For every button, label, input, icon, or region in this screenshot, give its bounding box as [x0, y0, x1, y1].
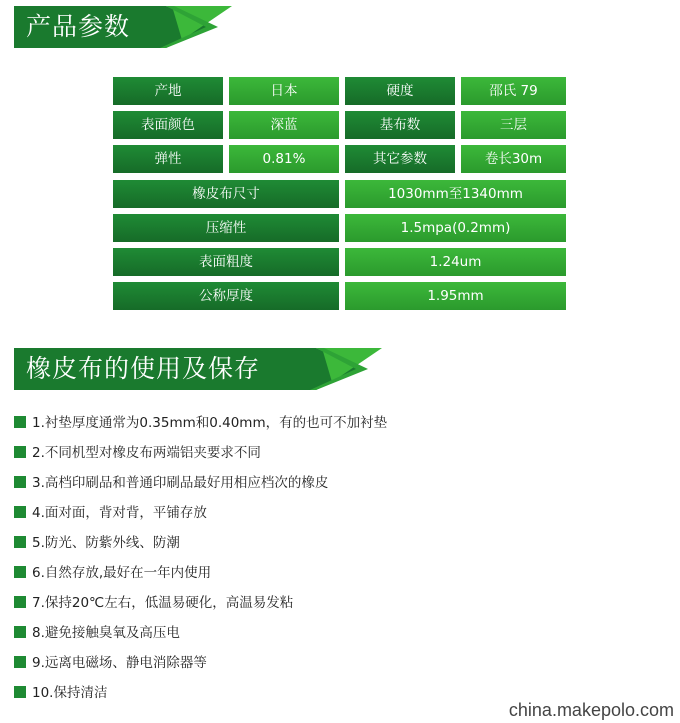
- param-label: 基布数: [345, 111, 455, 139]
- param-label: 表面颜色: [113, 111, 223, 139]
- list-item: 3.高档印刷品和普通印刷品最好用相应档次的橡皮: [14, 470, 328, 496]
- param-value: 1030mm至1340mm: [345, 180, 566, 208]
- param-label: 硬度: [345, 77, 455, 105]
- list-item: 2.不同机型对橡皮布两端铝夹要求不同: [14, 440, 261, 466]
- param-value: 1.95mm: [345, 282, 566, 310]
- list-item: 9.远离电磁场、静电消除器等: [14, 650, 207, 676]
- list-item: 10.保持清洁: [14, 680, 107, 706]
- param-value: 邵氏 79: [461, 77, 566, 105]
- param-label: 弹性: [113, 145, 223, 173]
- bullet-square-icon: [14, 656, 26, 668]
- list-item: 8.避免接触臭氧及高压电: [14, 620, 180, 646]
- param-value: 1.24um: [345, 248, 566, 276]
- param-label: 公称厚度: [113, 282, 339, 310]
- section-banner-params: [14, 6, 234, 48]
- section-title-usage: 橡皮布的使用及保存: [26, 354, 261, 383]
- param-label: 其它参数: [345, 145, 455, 173]
- bullet-square-icon: [14, 686, 26, 698]
- param-value: 卷长30m: [461, 145, 566, 173]
- param-value: 深蓝: [229, 111, 339, 139]
- param-value: 0.81%: [229, 145, 339, 173]
- list-item: 6.自然存放,最好在一年内使用: [14, 560, 211, 586]
- list-item: 1.衬垫厚度通常为0.35mm和0.40mm，有的也可不加衬垫: [14, 410, 387, 436]
- param-label: 橡皮布尺寸: [113, 180, 339, 208]
- list-item: 7.保持20℃左右，低温易硬化，高温易发粘: [14, 590, 293, 616]
- param-label: 压缩性: [113, 214, 339, 242]
- bullet-square-icon: [14, 416, 26, 428]
- bullet-square-icon: [14, 506, 26, 518]
- bullet-square-icon: [14, 566, 26, 578]
- bullet-square-icon: [14, 596, 26, 608]
- bullet-square-icon: [14, 626, 26, 638]
- param-value: 1.5mpa(0.2mm): [345, 214, 566, 242]
- param-label: 表面粗度: [113, 248, 339, 276]
- list-item: 4.面对面，背对背，平铺存放: [14, 500, 207, 526]
- bullet-square-icon: [14, 446, 26, 458]
- section-banner-usage: [14, 348, 384, 390]
- watermark: china.makepolo.com: [508, 700, 674, 720]
- list-item: 5.防光、防紫外线、防潮: [14, 530, 180, 556]
- param-value: 三层: [461, 111, 566, 139]
- param-value: 日本: [229, 77, 339, 105]
- bullet-square-icon: [14, 476, 26, 488]
- section-title-params: 产品参数: [26, 12, 131, 41]
- param-label: 产地: [113, 77, 223, 105]
- bullet-square-icon: [14, 536, 26, 548]
